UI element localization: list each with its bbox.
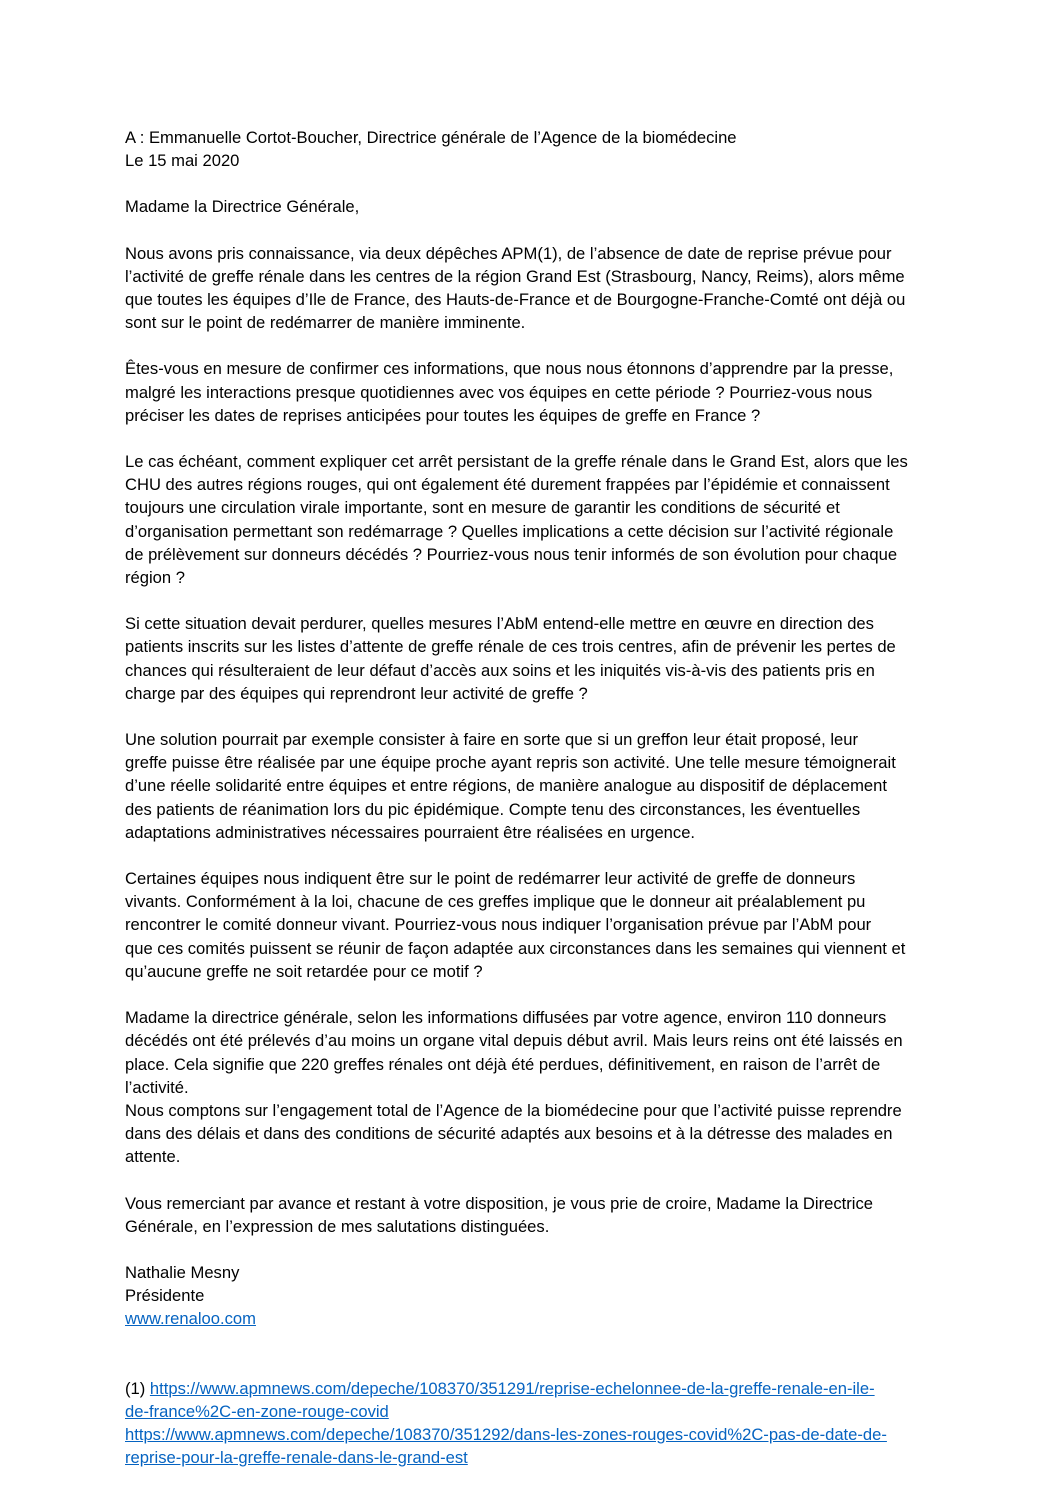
salutation (125, 195, 940, 218)
paragraph-line: Si cette situation devait perdurer, quelles mesures l’AbM entend-elle mettre en œuvre en direction des (125, 614, 874, 634)
paragraph-line: rencontrer le comité donneur vivant. Pourriez-vous nous indiquer l’organisation prévue par l’AbM pour (125, 915, 872, 935)
letter-header (125, 126, 940, 172)
footnote (125, 1377, 940, 1470)
paragraph-line: chances qui résulteraient de leur défaut d’accès aux soins et les iniquités vis-à-vis des patients pris en (125, 660, 875, 680)
recipient-line: A : Emmanuelle Cortot-Boucher, Directrice générale de l’Agence de la biomédecine (125, 128, 737, 147)
paragraph-line: place. Cela signifie que 220 greffes rénales ont déjà été perdues, définitivement, en raison de l’arrêt de (125, 1054, 881, 1074)
signature-role: Présidente (125, 1286, 205, 1306)
paragraph-line: patients inscrits sur les listes d’attente de greffe rénale de ces trois centres, afin de prévenir les pertes de (125, 637, 896, 657)
paragraph-line: CHU des autres régions rouges, qui ont également été durement frappées par l’épidémie et connaissent (125, 475, 890, 495)
paragraph-line: Nous avons pris connaissance, via deux dépêches APM(1), de l’absence de date de reprise prévue pour (125, 243, 892, 263)
footnote-link-1[interactable]: https://www.apmnews.com/depeche/108370/351291/reprise-echelonnee-de-la-greffe-renale-en-ile- (149, 1378, 875, 1398)
signature-block (125, 1261, 940, 1331)
signature-name: Nathalie Mesny (125, 1262, 240, 1282)
paragraph-line: attente. (125, 1147, 181, 1167)
paragraph-line: qu’aucune greffe ne soit retardée pour ce motif ? (125, 961, 483, 981)
paragraph-line: que toutes les équipes d’Ile de France, des Hauts-de-France et de Bourgogne-Franche-Comté ont déjà ou (125, 290, 906, 310)
paragraph-line: des patients de réanimation lors du pic épidémique. Compte tenu des circonstances, les éventuelles (125, 799, 861, 819)
footnote-line (125, 1400, 940, 1423)
paragraph (125, 357, 940, 427)
paragraph-line: d’organisation permettant son redémarrage ? Quelles implications a cette décision sur l’activité régionale (125, 521, 894, 541)
paragraph-line: Une solution pourrait par exemple consister à faire en sorte que si un greffon leur était proposé, leur (125, 730, 859, 750)
footnote-line (125, 1377, 940, 1400)
paragraph-line: adaptations administratives nécessaires pourraient être réalisées en urgence. (125, 822, 696, 842)
paragraph-line: d’une réelle solidarité entre équipes et entre régions, de manière analogue au dispositif de déplacement (125, 776, 887, 796)
paragraph-line: que ces comités puissent se réunir de façon adaptée aux circonstances dans les semaines qui viennent et (125, 938, 906, 958)
paragraph-line: sont sur le point de redémarrer de manière imminente. (125, 313, 526, 333)
website-link[interactable]: www.renaloo.com (125, 1309, 256, 1329)
paragraph (125, 450, 940, 589)
paragraph (125, 728, 940, 844)
paragraph-line: Madame la directrice générale, selon les informations diffusées par votre agence, environ 110 donneurs (125, 1008, 887, 1028)
paragraph-line: Générale, en l’expression de mes salutations distinguées. (125, 1216, 550, 1236)
paragraph-line: l’activité. (125, 1077, 189, 1097)
paragraph-line: décédés ont été prélevés d’au moins un organe vital depuis début avril. Mais leurs reins ont été laissés en (125, 1031, 903, 1051)
footnote-link-1-continued[interactable]: de-france%2C-en-zone-rouge-covid (125, 1401, 389, 1421)
footnote-line (125, 1446, 940, 1469)
paragraph-line: malgré les interactions presque quotidiennes avec vos équipes en cette période ? Pourriez-vous nous (125, 382, 873, 402)
paragraph-line: toujours une circulation virale importante, sont en mesure de garantir les conditions de sécurité et (125, 498, 840, 518)
paragraph (125, 867, 940, 983)
footnote-marker: (1) (125, 1378, 150, 1398)
paragraph-line: l’activité de greffe rénale dans les centres de la région Grand Est (Strasbourg, Nancy, Reims), alors même (125, 266, 905, 286)
paragraph-line: Vous remerciant par avance et restant à votre disposition, je vous prie de croire, Madame la Directrice (125, 1193, 873, 1213)
paragraph-line: Le cas échéant, comment expliquer cet arrêt persistant de la greffe rénale dans le Grand Est, alors que les (125, 452, 908, 472)
footnote-link-2-continued[interactable]: reprise-pour-la-greffe-renale-dans-le-grand-est (125, 1448, 468, 1468)
paragraph-line: Êtes-vous en mesure de confirmer ces informations, que nous nous étonnons d’apprendre par la presse, (125, 359, 894, 379)
paragraph-line: région ? (125, 568, 185, 588)
paragraph-line: de prélèvement sur donneurs décédés ? Pourriez-vous nous tenir informés de son évolution pour chaque (125, 544, 898, 564)
paragraph-line: Nous comptons sur l’engagement total de l’Agence de la biomédecine pour que l’activité puisse reprendre (125, 1100, 902, 1120)
paragraph-line: vivants. Conformément à la loi, chacune de ces greffes implique que le donneur ait préalablement pu (125, 892, 866, 912)
footnote-line (125, 1423, 940, 1446)
paragraph-line: préciser les dates de reprises anticipées pour toutes les équipes de greffe en France ? (125, 405, 761, 425)
closing-paragraph (125, 1192, 940, 1238)
paragraph (125, 1006, 940, 1168)
salutation-text: Madame la Directrice Générale, (125, 197, 360, 217)
letter-page (125, 126, 940, 1469)
footnote-link-2[interactable]: https://www.apmnews.com/depeche/108370/351292/dans-les-zones-rouges-covid%2C-pas-de-date-de- (125, 1424, 887, 1444)
website-row (125, 1307, 940, 1330)
paragraph-line: dans des délais et dans des conditions de sécurité adaptés aux besoins et à la détresse des malades en (125, 1124, 893, 1144)
paragraph (125, 612, 940, 705)
date-line: Le 15 mai 2020 (125, 151, 240, 171)
paragraph-line: charge par des équipes qui reprendront leur activité de greffe ? (125, 683, 588, 703)
paragraph-line: greffe puisse être réalisée par une équipe proche ayant repris son activité. Une telle mesure témoignerait (125, 753, 896, 773)
paragraph (125, 242, 940, 335)
paragraph-line: Certaines équipes nous indiquent être sur le point de redémarrer leur activité de greffe de donneurs (125, 869, 856, 889)
